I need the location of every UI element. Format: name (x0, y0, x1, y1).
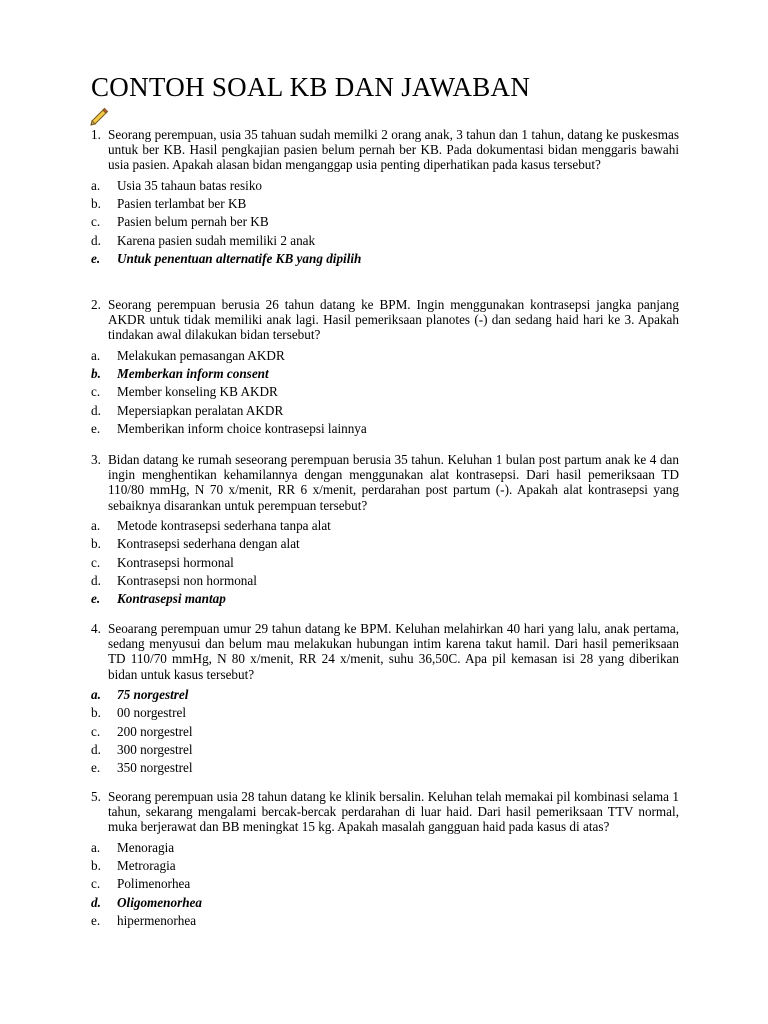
question-stem (91, 621, 679, 682)
question-1 (91, 127, 679, 269)
pencil-icon (89, 106, 109, 126)
answer-option (91, 177, 679, 195)
option-letter: c. (91, 384, 101, 400)
question-2 (91, 297, 679, 439)
option-text: Kontrasepsi non hormonal (117, 572, 257, 588)
question-stem (91, 789, 679, 835)
answer-option (91, 517, 679, 535)
question-text: Seorang perempuan usia 28 tahun datang ke klinik bersalin. Keluhan telah memakai pil kombinasi selama 1 tahun, sekarang mengalami bercak-bercak perdarahan di luar haid. Dari hasil pemeriksaan TTV normal, muka berjerawat dan BB meningkat 15 kg. Apakah masalah gangguan haid pada kasus di atas? (108, 789, 679, 835)
option-letter: d. (91, 894, 101, 910)
question-text: Bidan datang ke rumah seseorang perempuan berusia 35 tahun. Keluhan 1 bulan post partum anak ke 4 dan ingin menghentikan kehamilannya dengan menggunakan alat kontrasepsi. Dari hasil pemeriksaan TD 110/80 mmHg, N 70 x/menit, RR 6 x/menit, perdarahan post partum (-). Apakah alat kontrasepsi yang sebaiknya disarankan untuk perempuan tersebut? (108, 452, 679, 513)
option-letter: e. (91, 913, 101, 929)
option-text: Pasien belum pernah ber KB (117, 214, 269, 230)
answer-option (91, 857, 679, 875)
question-text: Seorang perempuan berusia 26 tahun datang ke BPM. Ingin menggunakan kontrasepsi jangka panjang AKDR untuk tidak memiliki anak lagi. Hasil pemeriksaan planotes (-) dan sedang haid hari ke 3. Apakah tindakan awal dilakukan bidan tersebut? (108, 297, 679, 343)
option-text: hipermenorhea (117, 913, 197, 929)
option-letter: a. (91, 347, 101, 363)
option-letter: e. (91, 591, 101, 607)
question-number: 1. (91, 127, 101, 142)
option-text: 300 norgestrel (117, 741, 193, 757)
option-letter: c. (91, 723, 101, 739)
option-letter: b. (91, 196, 101, 211)
option-letter: e. (91, 251, 101, 267)
question-stem (91, 297, 679, 343)
option-text: Memberkan inform consent (117, 366, 269, 381)
question-stem (91, 127, 679, 173)
option-text: Kontrasepsi mantap (117, 591, 226, 607)
option-text: Metode kontrasepsi sederhana tanpa alat (117, 517, 331, 533)
question-5 (91, 789, 679, 931)
answer-option (91, 912, 679, 930)
page-title: CONTOH SOAL KB DAN JAWABAN (91, 72, 531, 102)
option-letter: d. (91, 232, 101, 248)
answer-option (91, 839, 679, 857)
answer-options (91, 347, 679, 439)
option-letter: d. (91, 402, 101, 418)
option-letter: b. (91, 705, 101, 721)
question-number: 4. (91, 621, 101, 636)
option-letter: d. (91, 572, 101, 588)
option-text: 00 norgestrel (117, 705, 186, 721)
question-3 (91, 452, 679, 609)
option-text: Usia 35 tahaun batas resiko (117, 177, 263, 193)
answer-options (91, 177, 679, 269)
option-text: Karena pasien sudah memiliki 2 anak (117, 232, 316, 248)
option-letter: d. (91, 741, 101, 757)
answer-option (91, 875, 679, 893)
option-letter: b. (91, 858, 101, 873)
option-letter: a. (91, 517, 101, 533)
option-text: 200 norgestrel (117, 723, 193, 739)
answer-option (91, 195, 679, 213)
answer-option (91, 572, 679, 590)
answer-option (91, 759, 679, 777)
correct-answer-option (91, 894, 679, 912)
question-stem (91, 452, 679, 513)
option-text: Pasien terlambat ber KB (117, 196, 247, 211)
option-text: Kontrasepsi hormonal (117, 554, 234, 570)
answer-option (91, 723, 679, 741)
option-letter: a. (91, 177, 101, 193)
answer-option (91, 704, 679, 722)
answer-options (91, 517, 679, 609)
option-text: Oligomenorhea (117, 894, 202, 910)
correct-answer-option (91, 365, 679, 383)
answer-option (91, 535, 679, 553)
correct-answer-option (91, 250, 679, 268)
option-letter: b. (91, 366, 101, 381)
correct-answer-option (91, 590, 679, 608)
option-text: Menoragia (117, 839, 175, 855)
option-letter: e. (91, 760, 101, 776)
option-text: Melakukan pemasangan AKDR (117, 347, 285, 363)
option-text: 350 norgestrel (117, 760, 193, 776)
answer-options (91, 686, 679, 778)
answer-option (91, 347, 679, 365)
correct-answer-option (91, 686, 679, 704)
option-letter: c. (91, 554, 101, 570)
answer-option (91, 741, 679, 759)
question-number: 5. (91, 789, 101, 804)
answer-option (91, 383, 679, 401)
option-letter: e. (91, 421, 101, 437)
option-letter: b. (91, 536, 101, 552)
option-letter: c. (91, 876, 101, 892)
answer-options (91, 839, 679, 931)
option-text: Kontrasepsi sederhana dengan alat (117, 536, 300, 552)
option-text: Polimenorhea (117, 876, 191, 892)
answer-option (91, 554, 679, 572)
answer-option (91, 420, 679, 438)
question-number: 2. (91, 297, 101, 312)
question-text: Seoarang perempuan umur 29 tahun datang ke BPM. Keluhan melahirkan 40 hari yang lalu, anak pertama, sedang menyusui dan belum mau melakukan hubungan intim karena takut hamil. Dari hasil pemeriksaan TD 110/70 mmHg, N 80 x/menit, RR 24 x/menit, suhu 36,50C. Apa pil kemasan isi 28 yang diberikan bidan untuk kasus tersebut? (108, 621, 679, 682)
question-4 (91, 621, 679, 778)
answer-option (91, 232, 679, 250)
question-text: Seorang perempuan, usia 35 tahuan sudah memilki 2 orang anak, 3 tahun dan 1 tahun, datang ke puskesmas untuk ber KB. Hasil pengkajian pasien belum pernah ber KB. Pada dokumentasi bidan menggaris bawahi usia pasien. Apakah alasan bidan menganggap usia penting diperhatikan pada kasus tersebut? (108, 127, 679, 173)
option-letter: c. (91, 214, 101, 230)
option-letter: a. (91, 686, 101, 702)
option-text: Untuk penentuan alternatife KB yang dipilih (117, 251, 362, 267)
option-text: Metroragia (117, 858, 176, 873)
option-text: 75 norgestrel (117, 686, 189, 702)
option-letter: a. (91, 839, 101, 855)
question-number: 3. (91, 452, 101, 467)
answer-option (91, 213, 679, 231)
option-text: Memberikan inform choice kontrasepsi lainnya (117, 421, 367, 437)
option-text: Mepersiapkan peralatan AKDR (117, 402, 284, 418)
option-text: Member konseling KB AKDR (117, 384, 278, 400)
answer-option (91, 402, 679, 420)
